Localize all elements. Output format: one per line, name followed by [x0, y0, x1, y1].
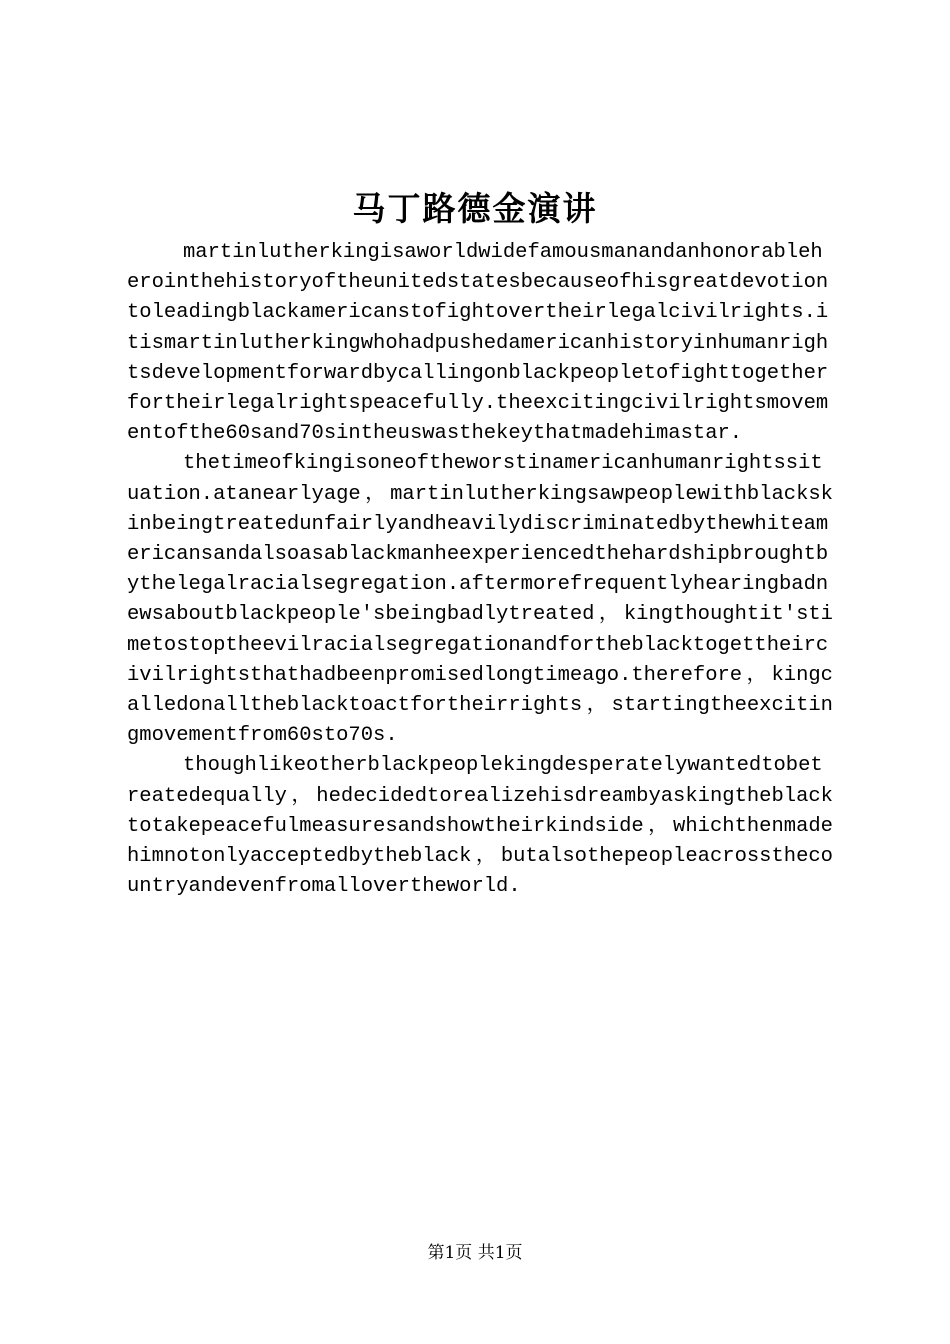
document-body — [127, 238, 833, 902]
paragraph: martinlutherkingisaworldwidefamousmanandanhonorableherointhehistoryoftheunitedstatesbecauseofhisgreatdevotiontoleadingblackamericanstofightovertheirlegalcivilrights.itismartinlutherkingwhohadpushedamericanhistoryinhumanrightsdevelopmentforwardbycallingonblackpeopletofighttogetherfortheirlegalrightspeacefully.theexcitingcivilrightsmovementofthe60sand70sintheuswasthekeythatmadehimastar. — [127, 241, 829, 446]
page-footer: 第1页 共1页 — [427, 1243, 523, 1263]
document-title: 马丁路德金演讲 — [352, 189, 598, 228]
paragraph: thetimeofkingisoneoftheworstinamericanhumanrightssituation.atanearlyage，martinlutherkingsawpeoplewithblackskinbeingtreatedunfairlyandheavilydiscriminatedbythewhiteamericansandalsoasablackmanheexperiencedthehardshipbroughtbythelegalracialsegregation.aftermorefrequentlyhearingbadnewsaboutblackpeople'sbeingbadlytreated，kingthoughtit'stimetostoptheevilracialsegregationandfortheblacktogettheircivilrightsthathadbeenpromisedlongtimeago.therefore，kingcalledonalltheblacktoactfortheirrights，startingtheexcitingmovementfrom60sto70s. — [127, 452, 833, 748]
paragraph: thoughlikeotherblackpeoplekingdesperatelywantedtobetreatedequally，hedecidedtorealizehisdreambyaskingtheblacktotakepeacefulmeasuresandshowtheirkindside，whichthenmadehimnotonlyacceptedbytheblack，butalsothepeopleacrossthecountryandevenfromallovertheworld. — [127, 754, 833, 899]
